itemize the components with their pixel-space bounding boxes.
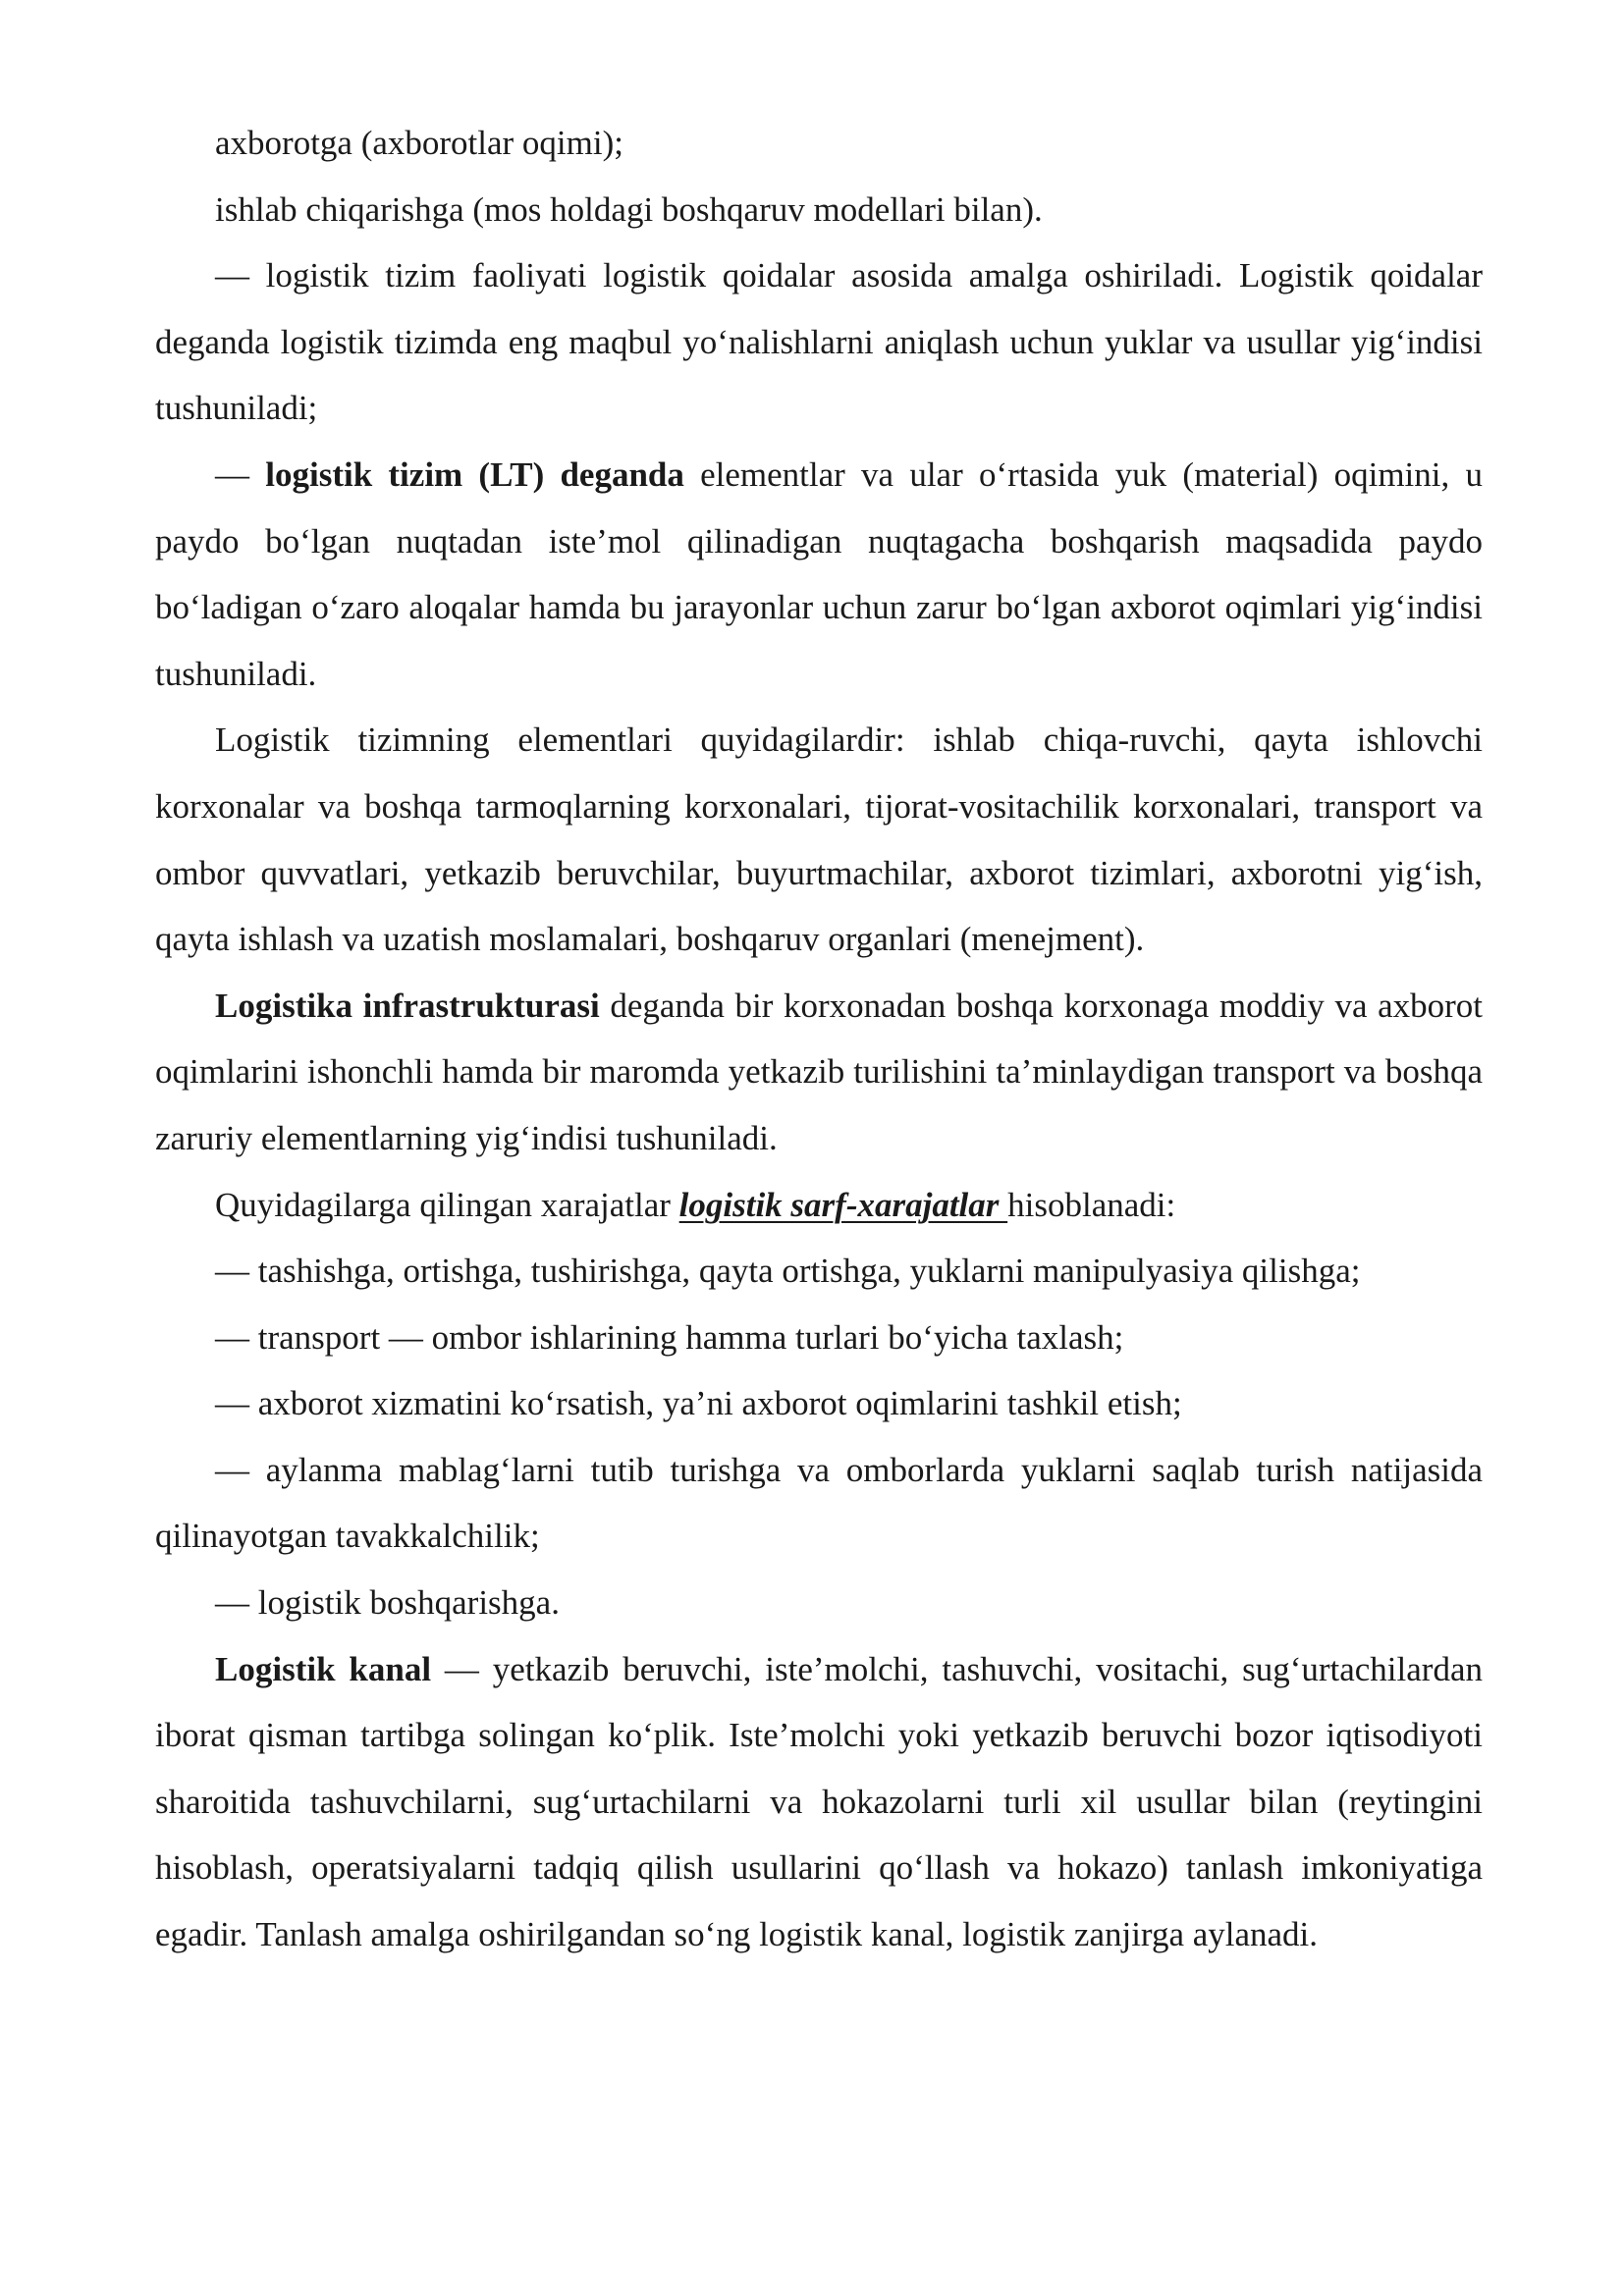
list-item-logistic-management: — logistik boshqarishga. [215, 1583, 560, 1623]
intro-text: Quyidagilarga qilingan xarajatlar [215, 1185, 679, 1224]
paragraph-logistics-infrastructure [155, 973, 1483, 1172]
term-logistic-channel: Logistik kanal [215, 1649, 432, 1688]
list-item-information: axborotga (axborotlar oqimi); [215, 124, 623, 162]
term-logistic-system: logistik tizim (LT) deganda [265, 454, 684, 494]
term-logistics-infrastructure: Logistika infrastrukturasi [215, 986, 600, 1025]
paragraph-logistic-channel [155, 1636, 1483, 1968]
list-item-transport-handling: — tashishga, ortishga, tushirishga, qayta ortishga, yuklarni manipulyasiya qilishga; [215, 1252, 1361, 1291]
definition-text: deganda bir korxonadan boshqa korxonaga moddiy va axborot oqimlarini ishonchli hamda bir maromda yetkazib turilishini ta’minlaydigan transport va boshqa zaruriy elementlarning yig‘indisi tushuniladi. [155, 986, 1483, 1157]
definition-text: elementlar va ular o‘rtasida yuk (material) oqimini, u paydo bo‘lgan nuqtadan iste’mol qilinadigan nuqtagacha boshqarish maqsadida paydo bo‘ladigan o‘zaro aloqalar hamda bu jarayonlar uchun zarur bo‘lgan axborot oqimlari yig‘indisi tushuniladi. [155, 454, 1483, 693]
paragraph-logistic-costs-intro [155, 1172, 1483, 1239]
paragraph-logistic-rules: — logistik tizim faoliyati logistik qoidalar asosida amalga oshiriladi. Logistik qoidalar deganda logistik tizimda eng maqbul yo‘nalishlarni aniqlash uchun yuklar va usullar yig‘indisi tushuniladi; [155, 256, 1483, 428]
paragraph-system-elements: Logistik tizimning elementlari quyidagilardir: ishlab chiqa-ruvchi, qayta ishlovchi korxonalar va boshqa tarmoqlarning korxonalari, tijorat-vositachilik korxonalari, transport va ombor quvvatlari, yetkazib beruvchilar, buyurtmachilar, axborot tizimlari, axborotni yig‘ish, qayta ishlash va uzatish moslamalari, boshqaruv organlari (menejment). [155, 721, 1483, 959]
list-item-risk: — aylanma mablag‘larni tutib turishga va omborlarda yuklarni saqlab turish natijasida qilinayotgan tavakkalchilik; [155, 1450, 1483, 1556]
intro-end-text: hisoblanadi: [1007, 1185, 1176, 1224]
dash-prefix: — [215, 454, 266, 494]
list-item-production: ishlab chiqarishga (mos holdagi boshqaruv modellari bilan). [215, 189, 1043, 229]
definition-text: — yetkazib beruvchi, iste’molchi, tashuvchi, vositachi, sug‘urtachilardan iborat qisman tartibga solingan ko‘plik. Iste’molchi yoki yetkazib beruvchi bozor iqtisodiyoti sharoitida tashuvchilarni, sug‘urtachilarni va hokazolarni turli xil usullar bilan (reytingini hisoblash, operatsiyalarni tadqiq qilish usullarini qo‘llash va hokazo) tanlash imkoniyatiga egadir. Tanlash amalga oshirilgandan so‘ng logistik kanal, logistik zanjirga aylanadi. [155, 1649, 1483, 1954]
list-item-information-service: — axborot xizmatini ko‘rsatish, ya’ni axborot oqimlarini tashkil etish; [215, 1384, 1182, 1423]
list-item-packing: — transport — ombor ishlarining hamma turlari bo‘yicha taxlash; [215, 1317, 1124, 1357]
term-logistic-costs: logistik sarf-xarajatlar [678, 1185, 1008, 1224]
document-page [155, 110, 1483, 1968]
paragraph-logistic-system-definition [155, 442, 1483, 707]
